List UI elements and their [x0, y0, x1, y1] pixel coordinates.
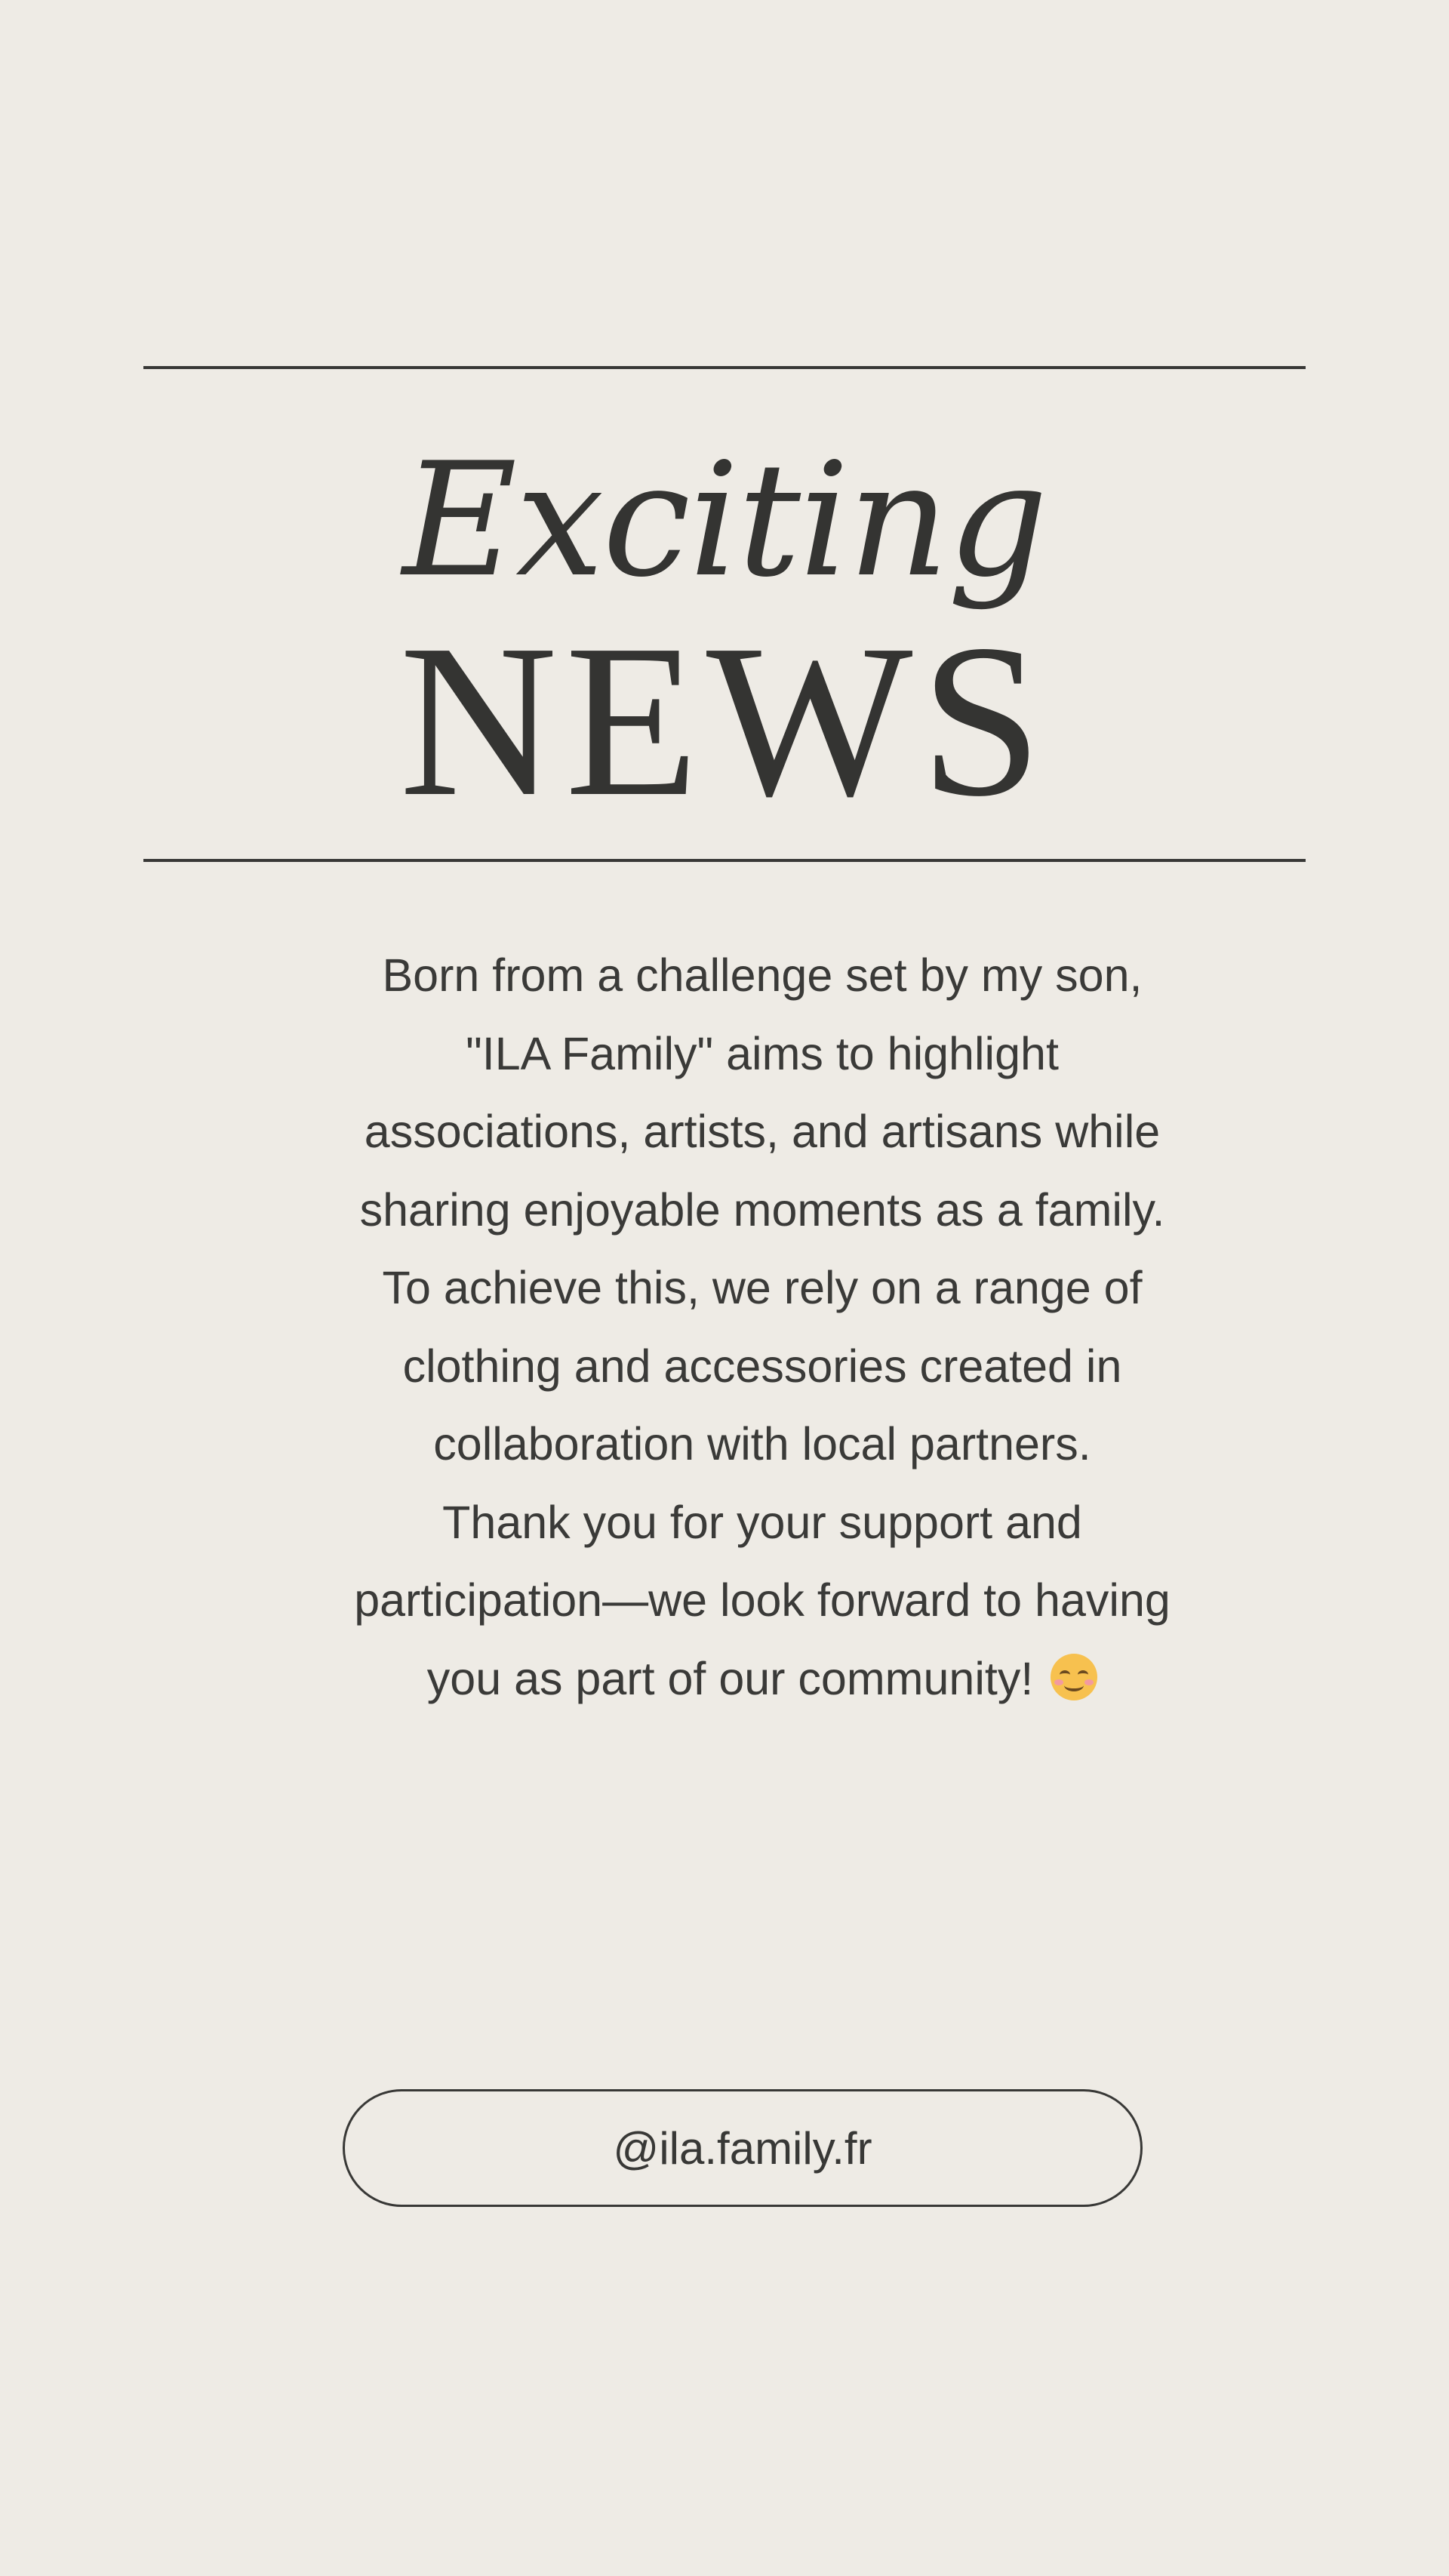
announcement-paragraph-2	[347, 1484, 1177, 1719]
social-handle-button[interactable]	[343, 2089, 1143, 2207]
announcement-paragraph-1: Born from a challenge set by my son, "ILA Family" aims to highlight associations, artists, and artisans while sharing enjoyable moments as a family. To achieve this, we rely on a range of clothing and accessories created in collaboration with local partners.	[359, 949, 1165, 1470]
announcement-paragraph-2-text: Thank you for your support and participation—we look forward to having you as part of our community!	[354, 1496, 1171, 1704]
title-script: Exciting	[402, 429, 1047, 612]
title-main: NEWS	[399, 599, 1050, 842]
top-divider	[143, 366, 1306, 369]
bottom-divider	[143, 859, 1306, 862]
social-handle-label: @ila.family.fr	[613, 2122, 872, 2174]
announcement-text	[347, 937, 1177, 1718]
smiling-face-icon	[1051, 1654, 1097, 1700]
